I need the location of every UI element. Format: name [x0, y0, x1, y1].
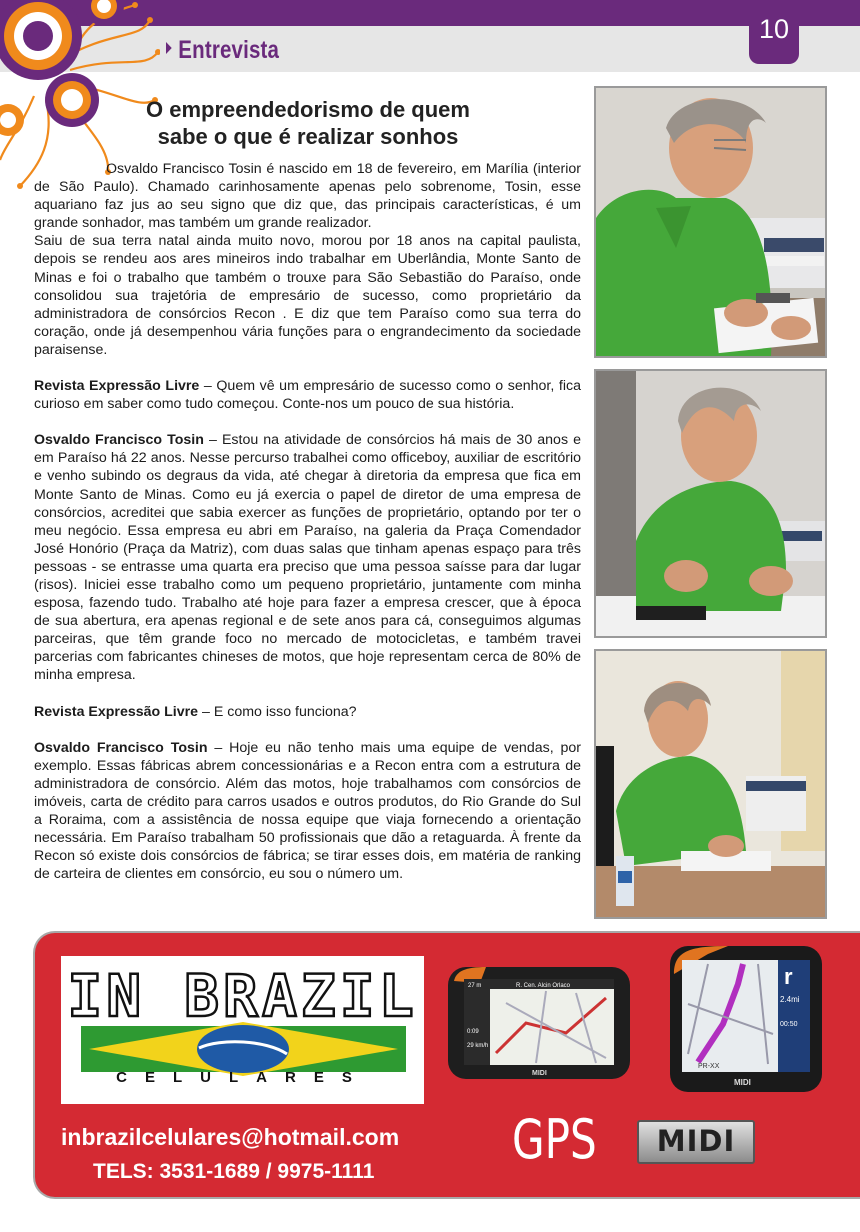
triangle-bullet-icon [166, 42, 172, 54]
brand-subtitle: CELULARES [116, 1069, 370, 1086]
gps-1-speed: 29 km/h [467, 1043, 489, 1049]
ad-email: inbrazilcelulares@hotmail.com [61, 1124, 400, 1150]
headline-line-1: O empreendedorismo de quem [146, 97, 470, 122]
gps-device-2 [668, 944, 824, 1094]
gps-2-distance: 2.4mi [780, 995, 800, 1004]
gps-1-street: R. Cen. Alcin Orlaco [516, 983, 571, 989]
question-1-speaker: Revista Expressão Livre [34, 378, 200, 395]
section-label-text: Entrevista [178, 36, 280, 64]
answer-1 [34, 431, 581, 684]
gps-1-distance: 27 m [468, 983, 482, 989]
answer-1-speaker: Osvaldo Francisco Tosin [34, 432, 204, 449]
answer-2-text: – Hoje eu não tenho mais uma equipe de vendas, por exemplo. Essas fábricas abrem concessionárias e a Recon entra com a estrutura de administradora de consórcio. Além das motos, hoje trabalhamos com consórcios de imóveis, carta de crédito para carros usados e outros produtos, do Rio Grande do Sul a Roraima, com a assistência de nossa equipe que viaja fornecendo a orientação necessária. Em Paraíso trabalham 50 profissionais que dão a retaguarda. À frente da Recon só existe dois consórcios de fábrica; se tirar esses dois, em matéria de ranking de carteira de clientes em consórcio, eu sou o número um. [34, 739, 581, 883]
section-label [166, 36, 279, 65]
gps-2-street: PR-XX [698, 1063, 720, 1070]
gps-2-turn: r [784, 964, 793, 989]
gps-2-time: 00:50 [780, 1021, 798, 1028]
page-number: 10 [758, 14, 790, 44]
gps-2-brand: MIDI [734, 1078, 751, 1087]
question-1-text: – Quem vê um empresário de sucesso como o senhor, fica curioso em saber como tudo começou. Conte-nos um pouco de sua história. [34, 378, 581, 413]
answer-1-text: – Estou na atividade de consórcios há mais de 30 anos e em Paraíso há 22 anos. Nesse percurso trabalhei como officeboy, auxiliar de escritório e venho subindo os degraus da vida, até chegar à diretoria da empresa que fica em Monte Santo de Minas. Como eu já exercia o papel de diretor de uma empresa de consórcios, acreditei que sabia exercer as funções de proprietário, optando por ter o meu negócio. Essa empresa eu abri em Paraíso, na galeria da Praça Comendador José Honório (Praça da Matriz), com duas salas que tinham apenas espaço para três pessoas - se entrasse uma quarta era preciso que uma pessoa saísse para dar lugar (risos). Iniciei esse trabalho como um pequeno proprietário, juntamente com minha esposa, fazendo tudo. Trabalho até hoje para fazer a empresa crescer, que à época de sua abertura, era apenas regional e de sete anos para cá, conseguimos algumas parceiras, que têm grande foco no mercado de motocicletas, e também travei parcerias com fabricantes chineses de motos, que hoje representam cerca de 80% de minha empresa. [34, 432, 581, 684]
interview-photo-1 [594, 86, 827, 358]
interview-photo-3 [594, 649, 827, 919]
question-1 [34, 377, 581, 413]
brand-name: IN BRAZIL [67, 962, 418, 1030]
interview-photo-2 [594, 369, 827, 638]
question-2-speaker: Revista Expressão Livre [34, 703, 199, 720]
intro-paragraph-1: Osvaldo Francisco Tosin é nascido em 18 de fevereiro, em Marília (interior de São Paulo). Chamado carinhosamente apenas pelo sobrenome, Tosin, esse aquariano faz jus ao seu signo que diz que, das principais características, é um grande sonhador, mas também um grande realizador. [34, 161, 581, 232]
ad-phones: TELS: 3531-1689 / 9975-1111 [93, 1160, 375, 1183]
question-2 [34, 703, 581, 721]
article-headline [118, 96, 498, 150]
article-body [34, 160, 581, 883]
intro-paragraph-2: Saiu de sua terra natal ainda muito novo, morou por 18 anos na capital paulista, depois se rendeu aos ares mineiros indo trabalhar em Uberlândia, Monte Santo de Minas e foi o trabalho que também o trouxe para São Sebastião do Paraíso, onde consolidou sua trajetória de empresário de sucesso, como proprietário da administradora de consórcios Recon . E diz que tem Paraíso como sua terra do coração, onde já desempenhou vária funções para o engrandecimento da sociedade paraisense. [34, 233, 581, 358]
gps-1-time: 0:09 [467, 1029, 479, 1035]
answer-2-speaker: Osvaldo Francisco Tosin [34, 739, 208, 756]
gps-1-brand: MIDI [532, 1070, 547, 1077]
question-2-text: – E como isso funciona? [198, 703, 357, 720]
answer-2 [34, 739, 581, 884]
midi-logo-text: MIDI [656, 1124, 736, 1158]
headline-line-2: sabe o que é realizar sonhos [157, 124, 459, 149]
gps-device-1 [446, 963, 632, 1083]
gps-label: GPS [512, 1108, 597, 1171]
